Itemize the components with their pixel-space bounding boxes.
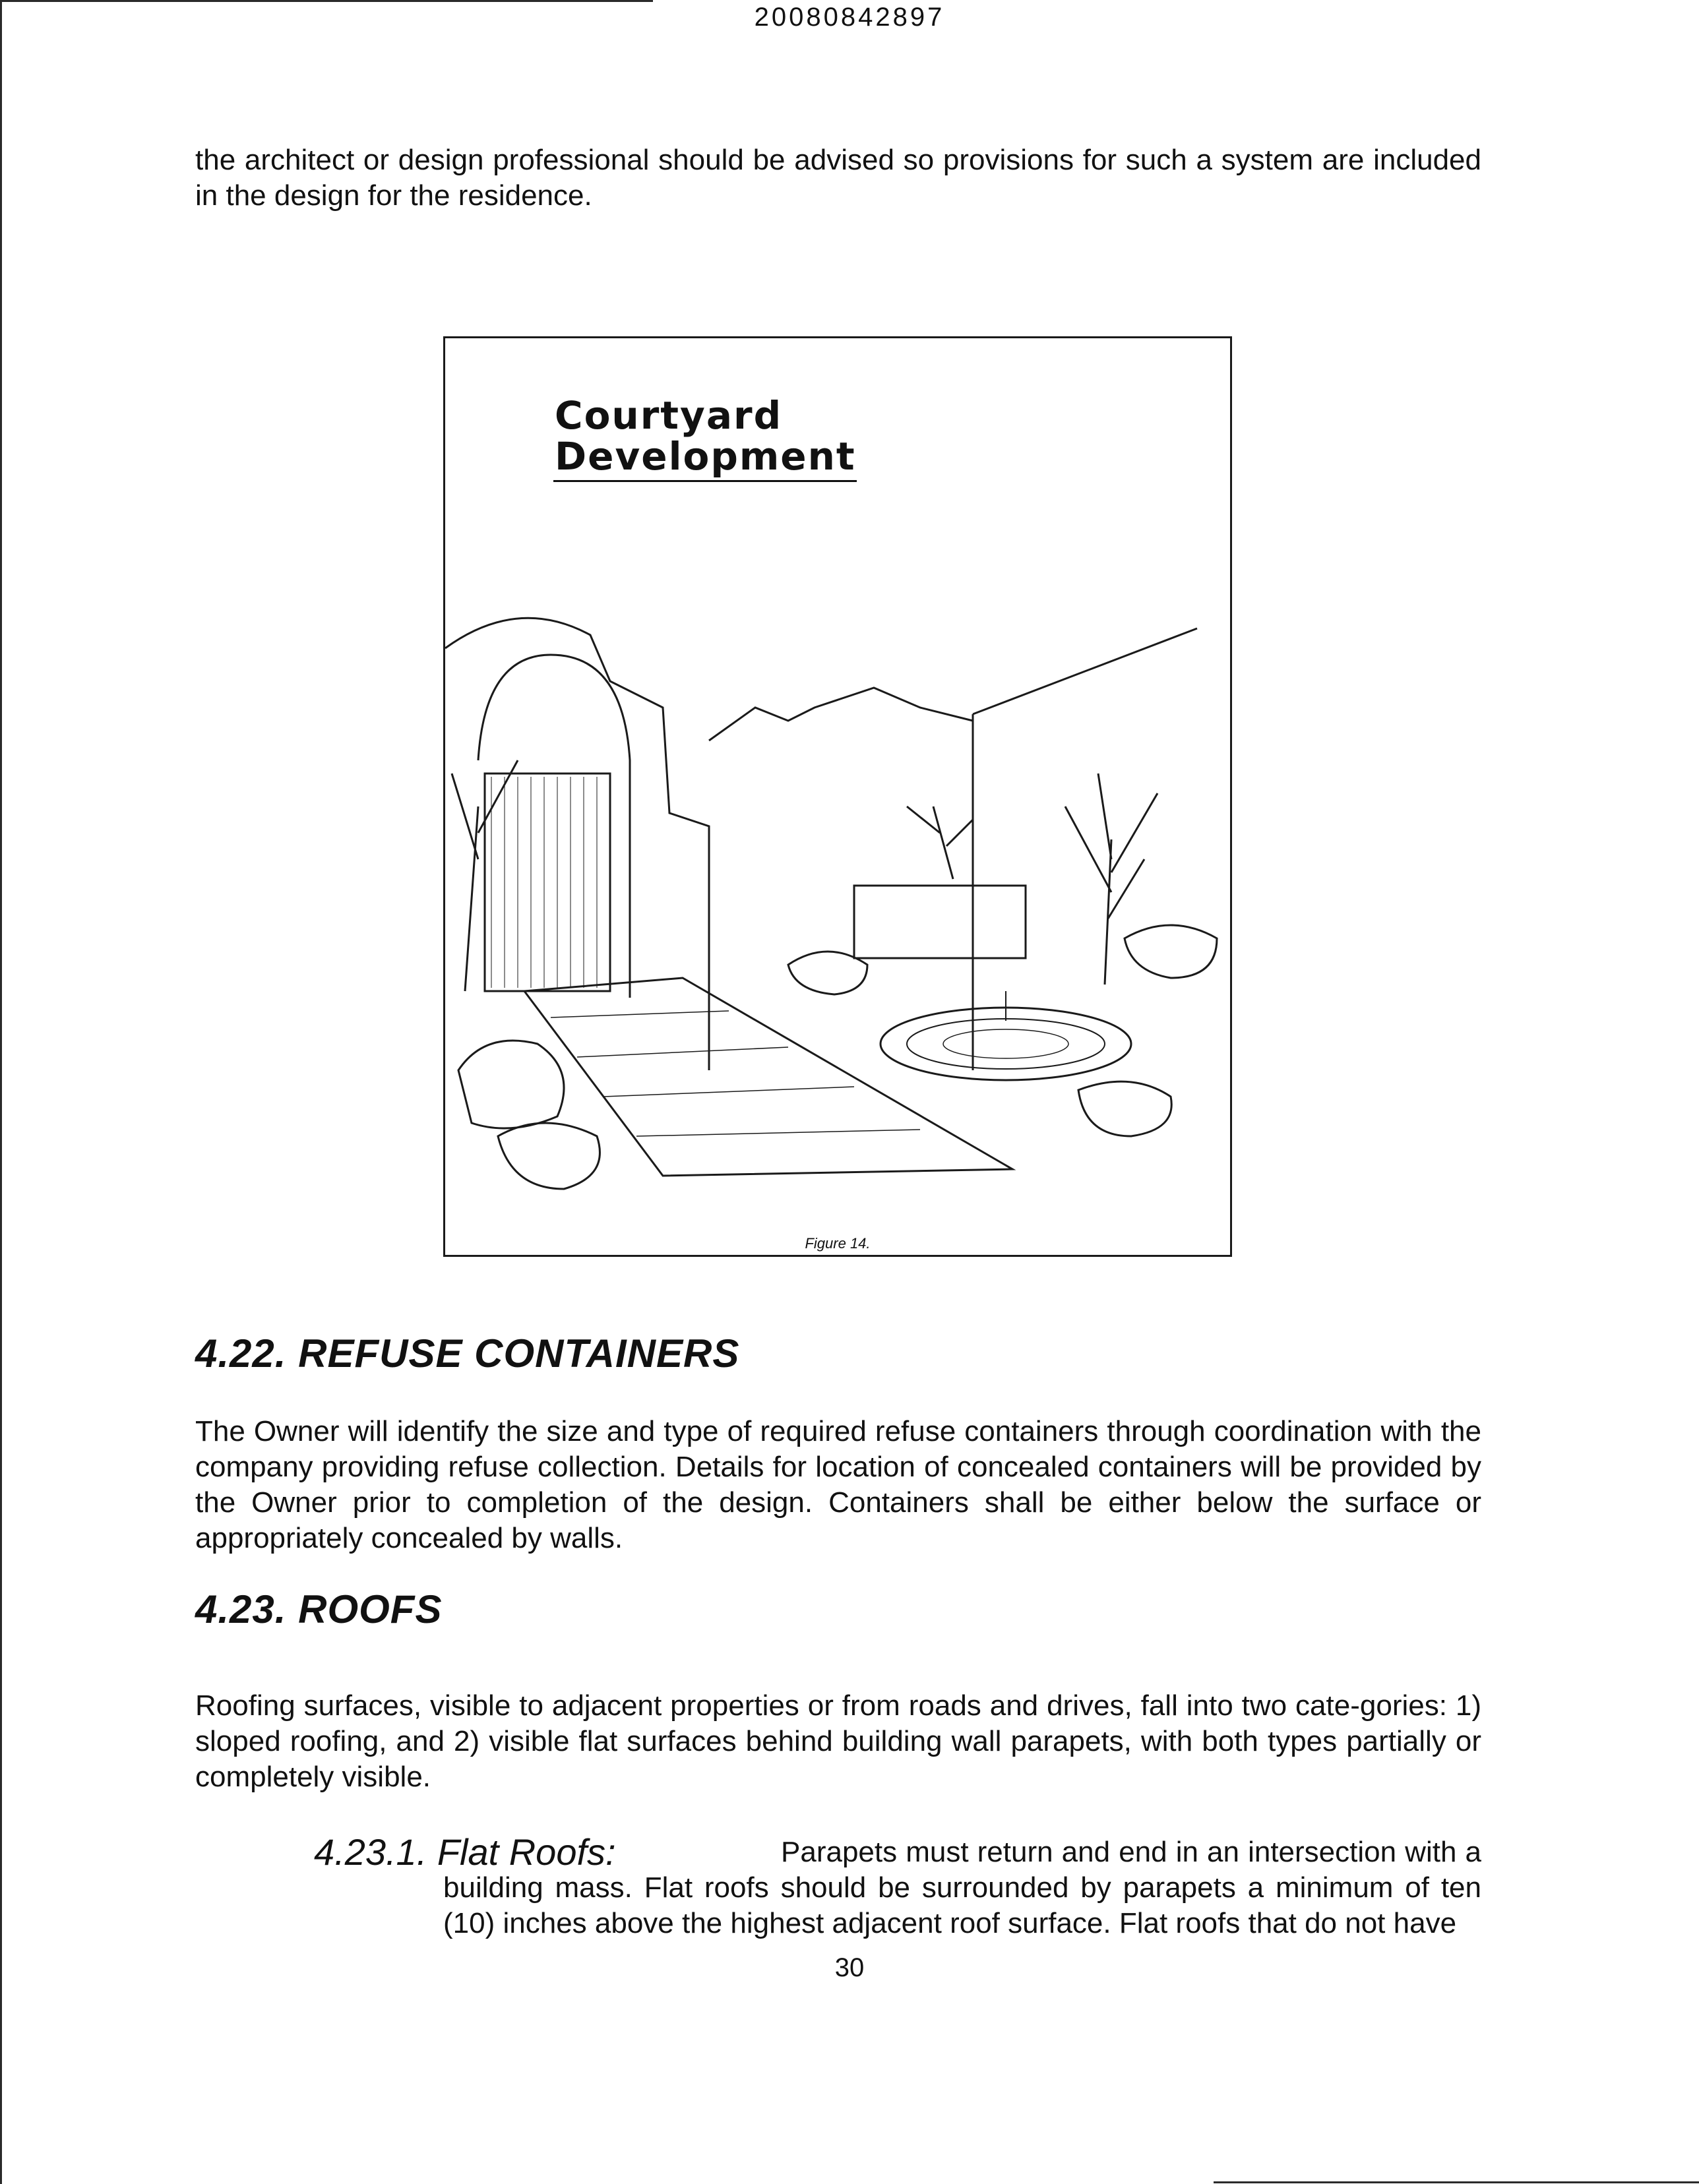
courtyard-door — [485, 774, 610, 991]
section-heading-refuse-containers: 4.22. REFUSE CONTAINERS — [195, 1331, 740, 1376]
roofs-paragraph: Roofing surfaces, visible to adjacent properties or from roads and drives, fall into two cate-gories: 1) sloped roofing, and 2) visible flat surfaces behind building wall parapets, with both types partially or completely visible. — [195, 1689, 1481, 1793]
right-wall-top-edge — [973, 628, 1197, 714]
mesquite-tree — [1065, 774, 1158, 985]
section-heading-roofs: 4.23. ROOFS — [195, 1587, 443, 1631]
flat-roofs-title: Flat Roofs: — [437, 1831, 616, 1873]
boulder-back — [1125, 925, 1217, 978]
figure-title-line-2: Development — [555, 434, 856, 479]
page-number: 30 — [834, 1953, 865, 1982]
courtyard-illustration — [445, 609, 1230, 1202]
mountain-ridge — [709, 688, 973, 741]
intro-paragraph: the architect or design professional should be advised so provisions for such a system are included in the design for the residence. — [195, 144, 1481, 212]
refuse-containers-paragraph: The Owner will identify the size and type of required refuse containers through coordination with the company providing refuse collection. Details for location of concealed containers will be provided by the Owner prior to completion of the design. Containers shall be either below the surface or appropriately concealed by walls. — [195, 1415, 1481, 1554]
flat-roofs-number: 4.23.1. — [314, 1831, 427, 1873]
boulder-left — [458, 1041, 564, 1128]
figure-title — [555, 395, 856, 477]
boulder-right — [1078, 1081, 1171, 1136]
scan-bottom-rule — [1214, 2181, 1699, 2183]
scan-left-edge — [0, 0, 2, 2184]
figure-14 — [443, 336, 1232, 1257]
figure-caption: Figure 14. — [805, 1235, 871, 1252]
flat-roofs-paragraph — [443, 1835, 1481, 1941]
garden-wall — [854, 886, 1026, 958]
cholla-shrub — [907, 806, 973, 879]
walkway — [524, 978, 1012, 1176]
flat-roofs-text: Parapets must return and end in an intersection with a building mass. Flat roofs should be surrounded by parapets a minimum of ten (10) inches above the highest adjacent roof surface. Flat roofs that do not have — [443, 1836, 1481, 1939]
scan-top-rule — [0, 0, 653, 2]
figure-title-line-1: Courtyard — [555, 393, 783, 438]
document-number: 20080842897 — [754, 3, 945, 32]
arch-opening — [478, 655, 630, 998]
boulder-front — [498, 1123, 600, 1189]
figure-title-underline — [553, 480, 857, 482]
